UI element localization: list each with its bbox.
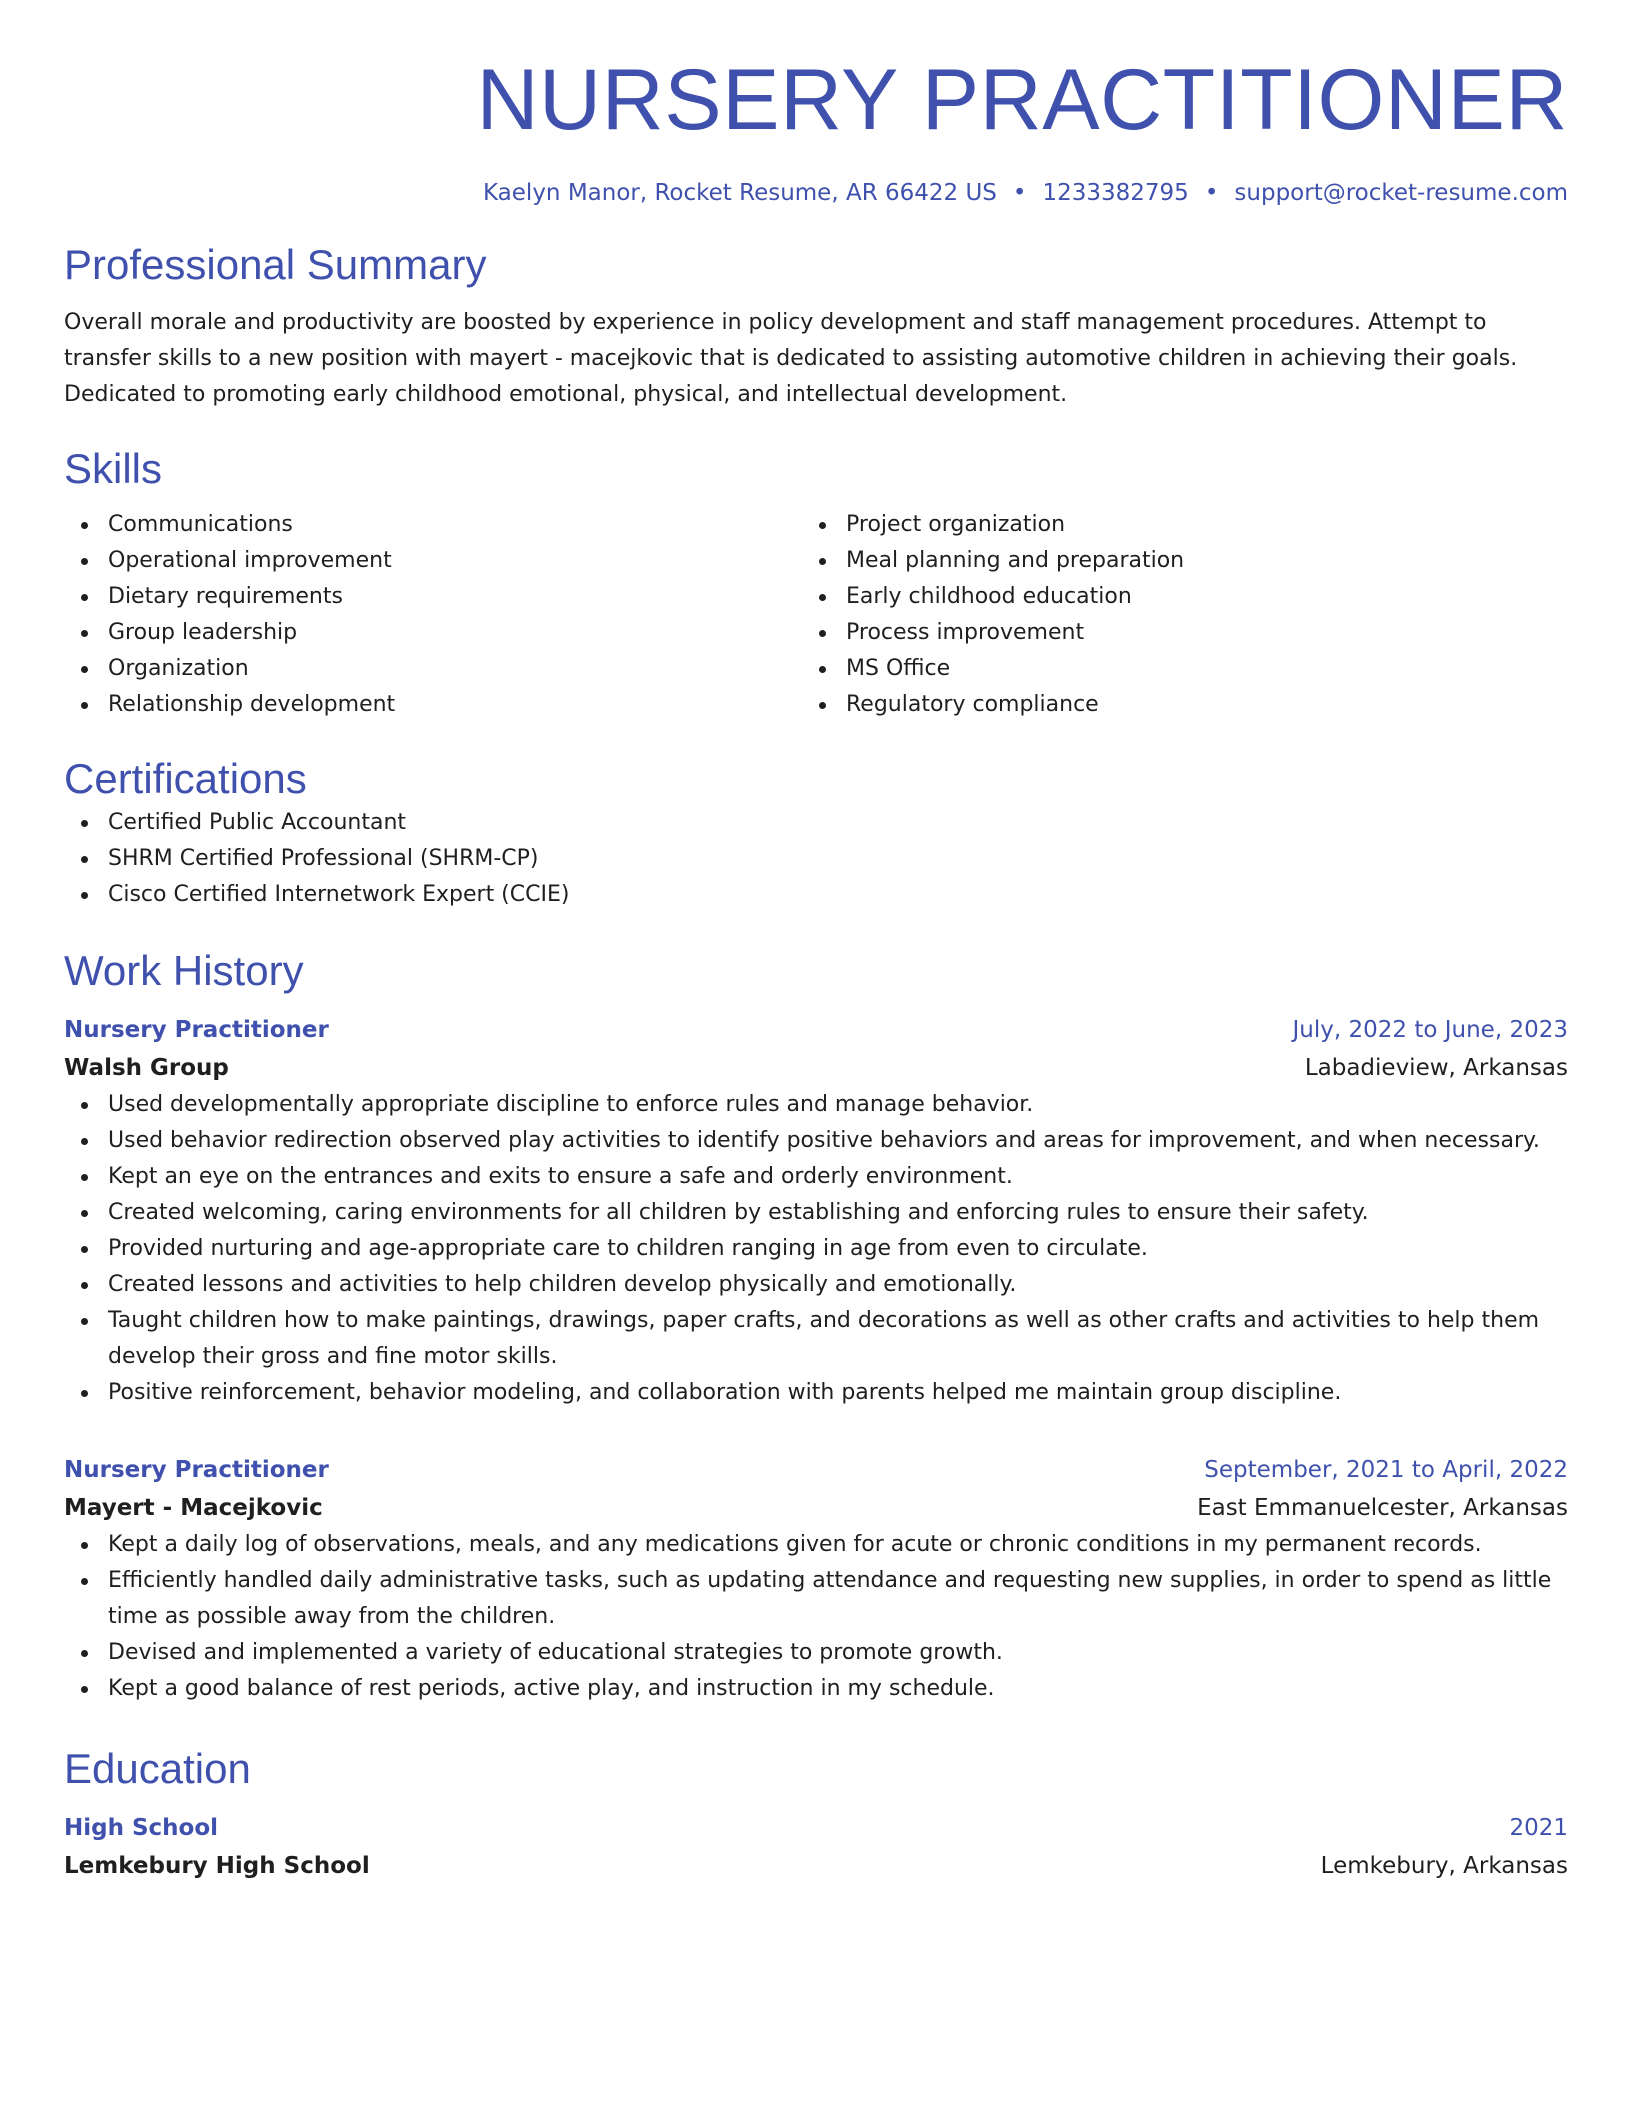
skills-grid <box>64 507 1568 723</box>
bullet-dot <box>81 1246 88 1253</box>
job-bullet <box>64 1231 1568 1267</box>
bullet-dot <box>81 1650 88 1657</box>
job-bullet-text: Kept a daily log of observations, meals, and any medications given for acute or chronic conditions in my permanent records. <box>108 1532 1482 1557</box>
skill-label: Early childhood education <box>846 584 1132 609</box>
bullet-dot <box>81 630 88 637</box>
education-year: 2021 <box>1509 1815 1568 1841</box>
job-bullet <box>64 1123 1568 1159</box>
bullet-dot <box>819 594 826 601</box>
job-header-row <box>64 1451 1568 1489</box>
contact-address: Kaelyn Manor, Rocket Resume, AR 66422 US <box>483 180 997 206</box>
job-title: Nursery Practitioner <box>64 1457 329 1483</box>
job-bullet-text: Used developmentally appropriate discipline to enforce rules and manage behavior. <box>108 1092 1034 1117</box>
contact-email[interactable]: support@rocket-resume.com <box>1234 180 1568 206</box>
job-entry <box>64 1451 1568 1707</box>
job-bullet-text: Used behavior redirection observed play activities to identify positive behaviors and areas for improvement, and when necessary. <box>108 1128 1540 1153</box>
bullet-dot <box>81 1210 88 1217</box>
contact-phone: 1233382795 <box>1042 180 1189 206</box>
skill-item <box>64 579 802 615</box>
bullet-dot <box>81 856 88 863</box>
skill-label: Communications <box>108 512 293 537</box>
education-heading: Education <box>64 1745 251 1792</box>
certification-label: Cisco Certified Internetwork Expert (CCIE) <box>108 882 570 907</box>
education-degree: High School <box>64 1815 219 1841</box>
job-bullet-text: Devised and implemented a variety of educational strategies to promote growth. <box>108 1640 1003 1665</box>
bullet-dot <box>81 820 88 827</box>
job-company-row <box>64 1489 1568 1527</box>
job-bullet-text: Created welcoming, caring environments for all children by establishing and enforcing rules to ensure their safety. <box>108 1200 1369 1225</box>
job-bullet-text: Efficiently handled daily administrative tasks, such as updating attendance and requesting new supplies, in order to spend as little time as possible away from the children. <box>108 1568 1552 1629</box>
job-bullet-text: Created lessons and activities to help children develop physically and emotionally. <box>108 1272 1017 1297</box>
skill-item <box>802 651 1540 687</box>
certifications-list <box>64 805 1568 913</box>
skill-label: Regulatory compliance <box>846 692 1099 717</box>
bullet-dot <box>81 1318 88 1325</box>
bullet-dot <box>81 1174 88 1181</box>
job-bullet <box>64 1303 1568 1375</box>
job-bullet <box>64 1195 1568 1231</box>
bullet-dot <box>81 1282 88 1289</box>
summary-heading: Professional Summary <box>64 241 487 288</box>
certification-label: Certified Public Accountant <box>108 810 407 835</box>
job-bullet <box>64 1267 1568 1303</box>
contact-line <box>64 175 1568 211</box>
skill-label: Organization <box>108 656 249 681</box>
bullet-dot <box>81 892 88 899</box>
job-dates: September, 2021 to April, 2022 <box>1204 1457 1568 1483</box>
job-header-row <box>64 1011 1568 1049</box>
job-bullet-text: Positive reinforcement, behavior modeling, and collaboration with parents helped me maintain group discipline. <box>108 1380 1342 1405</box>
contact-separator: • <box>1012 180 1027 206</box>
job-bullet <box>64 1671 1568 1707</box>
bullet-dot <box>819 558 826 565</box>
job-company: Walsh Group <box>64 1055 229 1081</box>
work-history-heading: Work History <box>64 947 304 994</box>
bullet-dot <box>819 702 826 709</box>
certifications-heading: Certifications <box>64 755 307 802</box>
job-bullet <box>64 1375 1568 1411</box>
skills-list-left <box>64 507 802 723</box>
skills-heading: Skills <box>64 445 163 492</box>
skill-label: Process improvement <box>846 620 1085 645</box>
skill-item <box>64 615 802 651</box>
bullet-dot <box>81 1578 88 1585</box>
job-bullet-text: Taught children how to make paintings, drawings, paper crafts, and decorations as well as other crafts and activities to help them develop their gross and fine motor skills. <box>108 1308 1540 1369</box>
bullet-dot <box>81 522 88 529</box>
skill-label: Meal planning and preparation <box>846 548 1185 573</box>
skill-item <box>64 543 802 579</box>
skill-label: MS Office <box>846 656 951 681</box>
skills-list-right <box>802 507 1540 723</box>
skill-item <box>64 651 802 687</box>
bullet-dot <box>819 666 826 673</box>
job-location: East Emmanuelcester, Arkansas <box>1197 1495 1568 1521</box>
certification-item <box>64 877 1568 913</box>
bullet-dot <box>81 666 88 673</box>
job-bullet <box>64 1159 1568 1195</box>
job-bullet-text: Kept a good balance of rest periods, active play, and instruction in my schedule. <box>108 1676 995 1701</box>
summary-text: Overall morale and productivity are boosted by experience in policy development and staff management procedures. Attempt to transfer skills to a new position with mayert - macejkovic that is dedicated to assisting automotive children in achieving their goals. Dedicated to promoting early childhood emotional, physical, and intellectual development. <box>64 310 1518 407</box>
job-bullet-list <box>64 1527 1568 1707</box>
bullet-dot <box>81 702 88 709</box>
job-bullet <box>64 1527 1568 1563</box>
job-bullet-text: Kept an eye on the entrances and exits to ensure a safe and orderly environment. <box>108 1164 1013 1189</box>
job-location: Labadieview, Arkansas <box>1304 1055 1568 1081</box>
bullet-dot <box>81 558 88 565</box>
skill-item <box>802 543 1540 579</box>
bullet-dot <box>81 1686 88 1693</box>
job-bullet-list <box>64 1087 1568 1411</box>
skill-item <box>802 615 1540 651</box>
job-entry <box>64 1011 1568 1411</box>
certification-label: SHRM Certified Professional (SHRM-CP) <box>108 846 539 871</box>
job-title: Nursery Practitioner <box>64 1017 329 1043</box>
education-school: Lemkebury High School <box>64 1853 370 1879</box>
education-header-row <box>64 1809 1568 1847</box>
bullet-dot <box>81 1390 88 1397</box>
bullet-dot <box>819 630 826 637</box>
skill-item <box>802 687 1540 723</box>
bullet-dot <box>81 1542 88 1549</box>
bullet-dot <box>81 1102 88 1109</box>
bullet-dot <box>819 522 826 529</box>
certification-item <box>64 805 1568 841</box>
skill-label: Relationship development <box>108 692 396 717</box>
education-location: Lemkebury, Arkansas <box>1320 1853 1568 1879</box>
skill-item <box>802 579 1540 615</box>
skill-label: Project organization <box>846 512 1066 537</box>
job-bullet <box>64 1563 1568 1635</box>
job-bullet-text: Provided nurturing and age-appropriate care to children ranging in age from even to circulate. <box>108 1236 1148 1261</box>
resume-title: NURSERY PRACTITIONER <box>476 52 1568 148</box>
job-bullet <box>64 1635 1568 1671</box>
certification-item <box>64 841 1568 877</box>
bullet-dot <box>81 594 88 601</box>
job-dates: July, 2022 to June, 2023 <box>1292 1017 1568 1043</box>
bullet-dot <box>81 1138 88 1145</box>
skill-item <box>802 507 1540 543</box>
education-entry <box>64 1809 1568 1885</box>
skill-label: Operational improvement <box>108 548 392 573</box>
job-company-row <box>64 1049 1568 1087</box>
skill-label: Group leadership <box>108 620 298 645</box>
skill-label: Dietary requirements <box>108 584 343 609</box>
skill-item <box>64 687 802 723</box>
job-bullet <box>64 1087 1568 1123</box>
education-school-row <box>64 1847 1568 1885</box>
skill-item <box>64 507 802 543</box>
job-company: Mayert - Macejkovic <box>64 1495 323 1521</box>
contact-separator: • <box>1204 180 1219 206</box>
